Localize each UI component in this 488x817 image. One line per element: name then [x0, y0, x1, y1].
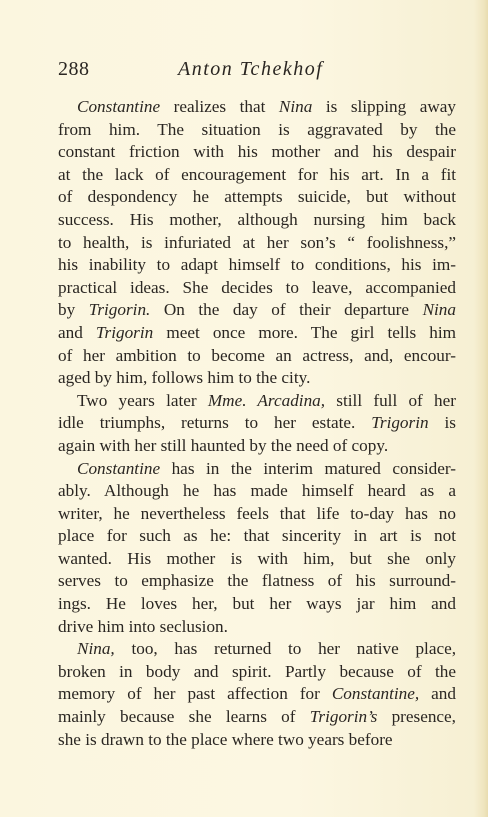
text-run: drive him into seclusion.	[58, 616, 228, 636]
page-edge-shadow	[474, 0, 488, 817]
paragraph	[58, 638, 456, 751]
text-run: is	[428, 413, 456, 433]
text-line	[58, 638, 456, 661]
text-line	[58, 503, 456, 526]
text-run: realizes that	[160, 97, 279, 116]
text-line	[58, 683, 456, 706]
text-line	[58, 548, 456, 571]
italic-name: Nina	[278, 97, 313, 116]
text-line	[58, 435, 456, 458]
text-line	[58, 412, 456, 435]
text-run: again with her still haunted by the need of copy.	[58, 435, 389, 455]
italic-name: Trigorin	[95, 322, 154, 342]
text-line	[58, 96, 456, 119]
text-run: mainly because she learns of	[58, 707, 310, 727]
text-run: aged by him, follows him to the city.	[58, 368, 311, 388]
text-line	[58, 458, 456, 481]
text-run: ably. Although he has made himself heard as a	[58, 481, 456, 501]
text-run: his inability to adapt himself to conditions, his im-	[58, 255, 456, 275]
text-line	[58, 209, 456, 232]
text-run: and	[419, 684, 456, 704]
text-run: success. His mother, although nursing him back	[58, 209, 456, 229]
text-run: is slipping away	[312, 97, 456, 116]
text-line	[58, 232, 456, 255]
text-run: memory of her past affection for	[58, 684, 332, 704]
text-run: has in the interim matured consider-	[160, 458, 456, 478]
text-line	[58, 119, 456, 142]
text-line	[58, 616, 456, 639]
text-run: Two years later	[77, 390, 208, 410]
italic-name: Trigorin	[371, 413, 429, 433]
text-line	[58, 525, 456, 548]
running-title: Anton Tchekhof	[178, 58, 324, 80]
text-line	[58, 661, 456, 684]
text-run: place for such as he: that sincerity in art is not	[58, 526, 456, 546]
italic-name: Mme. Arcadina,	[207, 390, 326, 410]
italic-name: Trigorin.	[88, 300, 151, 320]
text-run: wanted. His mother is with him, but she only	[58, 548, 456, 568]
text-line	[58, 186, 456, 209]
text-run: of her ambition to become an actress, and, encour-	[58, 345, 456, 365]
page-number: 288	[58, 58, 90, 80]
text-line	[58, 367, 456, 390]
text-run: she is drawn to the place where two years before	[58, 729, 393, 749]
text-run: still full of her	[325, 390, 456, 410]
text-run: On the day of their departure	[150, 300, 423, 320]
text-run: idle triumphs, returns to her estate.	[58, 413, 372, 433]
text-line	[58, 277, 456, 300]
text-run: broken in body and spirit. Partly because of the	[58, 661, 456, 681]
text-line	[58, 570, 456, 593]
italic-name: Constantine	[77, 458, 161, 478]
italic-name: Trigorin’s	[309, 707, 378, 727]
page-header	[58, 58, 442, 84]
italic-name: Nina,	[77, 639, 115, 659]
italic-name: Constantine	[77, 97, 161, 116]
text-run: by	[58, 300, 89, 320]
text-line	[58, 141, 456, 164]
text-line	[58, 390, 456, 413]
paragraph	[58, 458, 456, 639]
text-run: ings. He loves her, but her ways jar him and	[58, 594, 456, 614]
body-text	[58, 96, 456, 751]
paragraph	[58, 96, 456, 390]
text-run: at the lack of encouragement for his art. In a fit	[58, 164, 456, 184]
text-line	[58, 345, 456, 368]
text-run: constant friction with his mother and his despair	[58, 142, 456, 162]
text-line	[58, 706, 456, 729]
text-run: too, has returned to her native place,	[114, 639, 456, 659]
text-line	[58, 164, 456, 187]
text-run: from him. The situation is aggravated by the	[58, 119, 456, 139]
text-line	[58, 322, 456, 345]
text-line	[58, 593, 456, 616]
text-run: of despondency he attempts suicide, but without	[58, 187, 456, 207]
text-run: to health, is infuriated at her son’s “ foolishness,”	[58, 232, 456, 252]
text-line	[58, 299, 456, 322]
italic-name: Constantine,	[331, 684, 420, 704]
text-run: serves to emphasize the flatness of his surround-	[58, 571, 456, 591]
text-line	[58, 254, 456, 277]
text-run: practical ideas. She decides to leave, accompanied	[58, 277, 456, 297]
text-line	[58, 729, 456, 752]
text-line	[58, 480, 456, 503]
text-run: and	[58, 322, 96, 342]
italic-name: Nina	[422, 300, 456, 320]
text-run: meet once more. The girl tells him	[153, 322, 456, 342]
text-run: presence,	[377, 707, 456, 727]
text-run: writer, he nevertheless feels that life to-day has no	[58, 503, 456, 523]
paragraph	[58, 390, 456, 458]
